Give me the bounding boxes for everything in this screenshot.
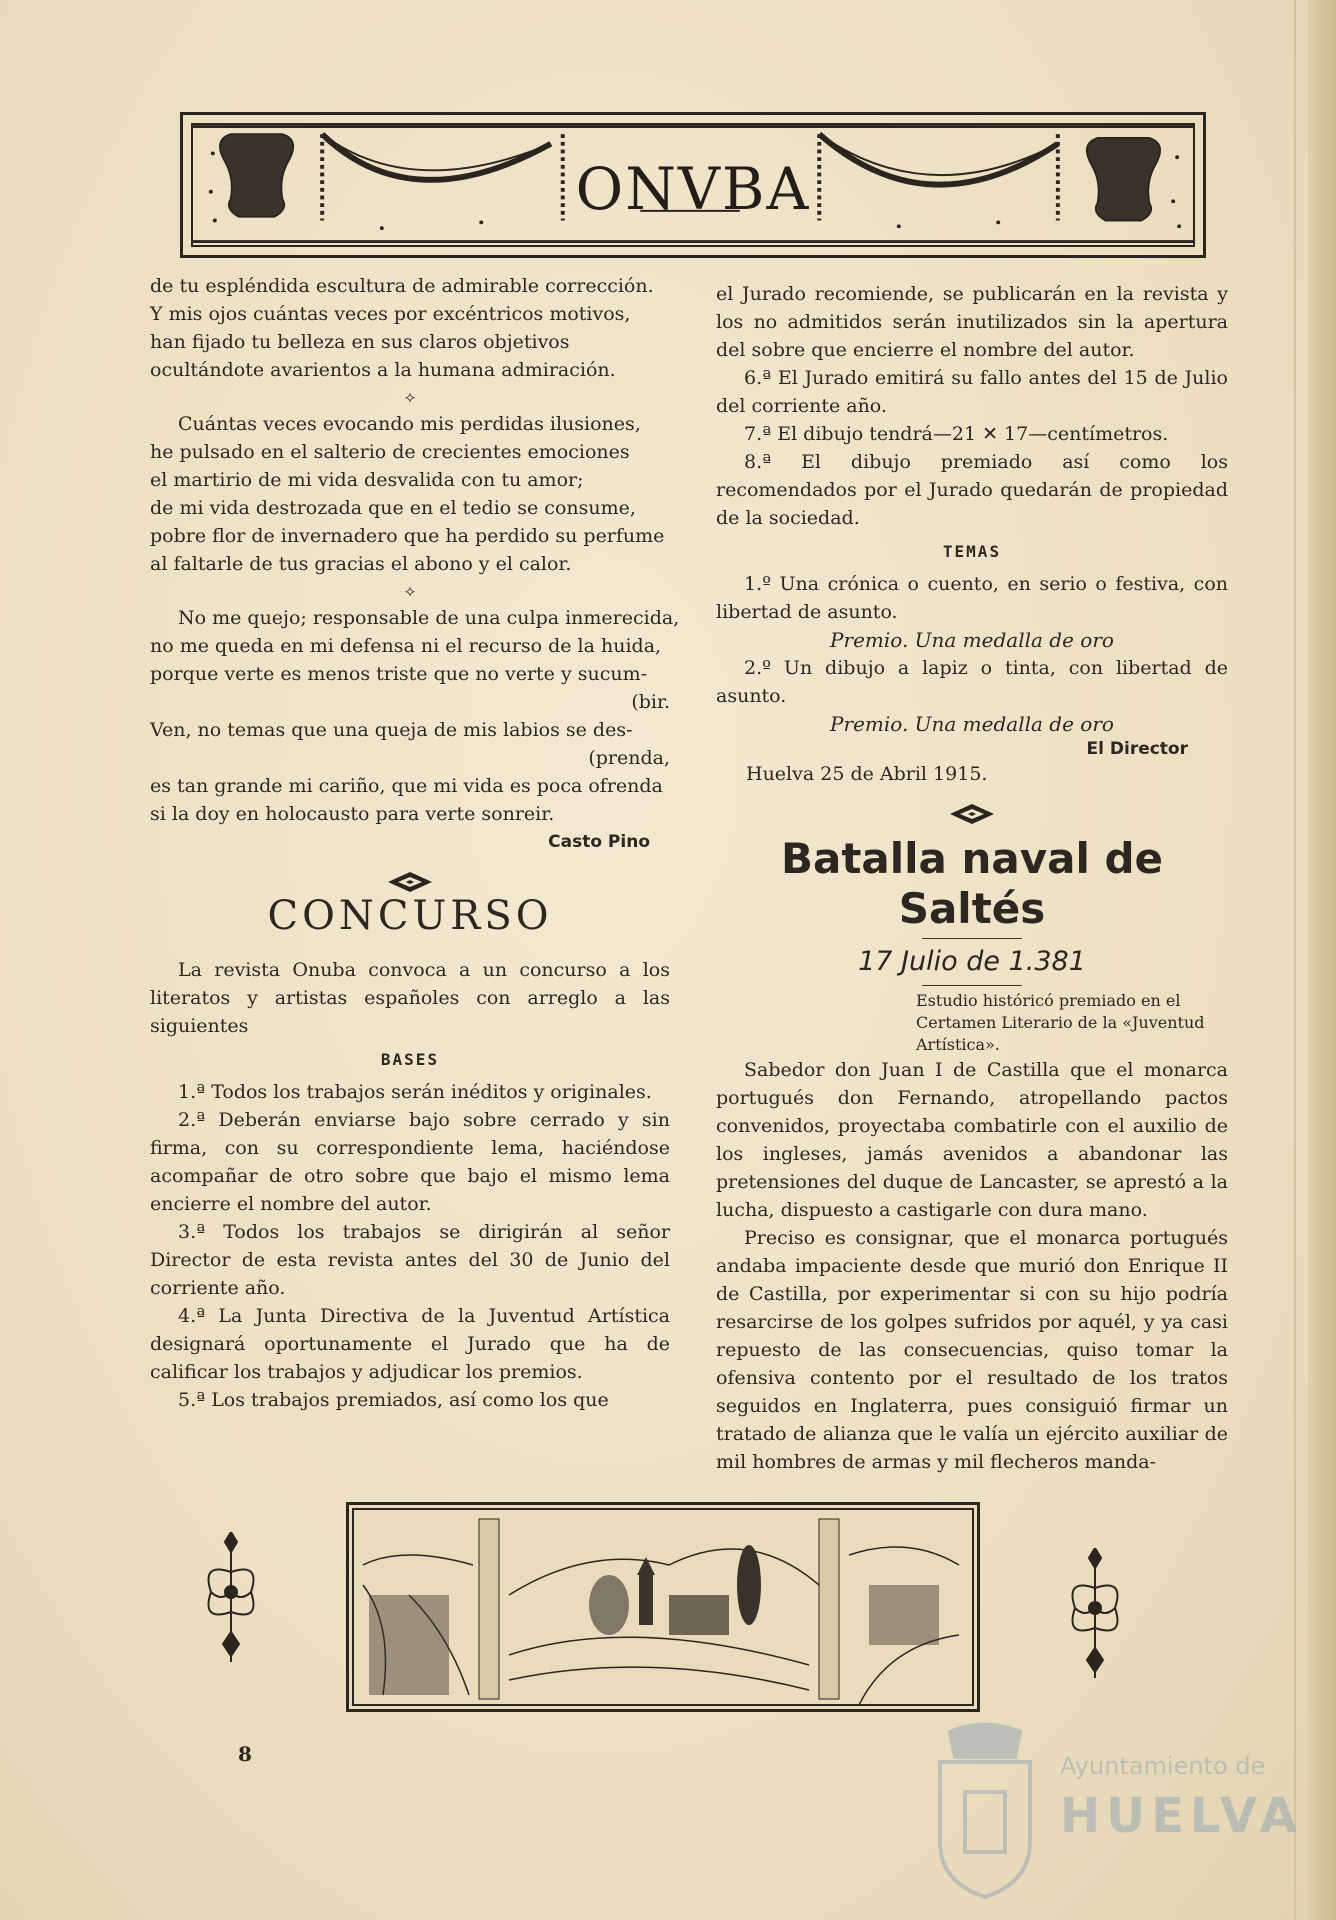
poem-line: pobre flor de invernadero que ha perdido su perfume [150,525,665,547]
poem-stanza-1 [150,272,670,384]
subtitle-rule [922,985,1022,986]
poem-line: si la doy en holocausto para verte sonreir. [150,803,555,825]
poem-line: (prenda, [588,747,670,769]
base-item: 2.ª Deberán enviarse bajo sobre cerrado y sin firma, con su correspondiente lema, haciéndose acompañar de otro sobre que bajo el mismo lema encierre el nombre del autor. [150,1109,670,1215]
coat-of-arms-icon [920,1722,1050,1902]
poem-line: Cuántas veces evocando mis perdidas ilusiones, [178,413,641,435]
poem-stanza-2 [150,410,670,578]
fleuron-left-icon [196,1532,266,1662]
landscape-illustration [346,1502,980,1712]
poem-line: No me quejo; responsable de una culpa inmerecida, [178,607,680,629]
poem-line: Y mis ojos cuántas veces por excéntricos motivos, [150,303,631,325]
base-item: 4.ª La Junta Directiva de la Juventud Artística designará oportunamente el Jurado que ha de calificar los trabajos y adjudicar los premios. [150,1305,670,1383]
right-column [716,280,1228,1476]
batalla-paragraph: Preciso es consignar, que el monarca portugués andaba impaciente desde que murió don Enrique II de Castilla, por experimentar si con su hijo podría resarcirse de los golpes sufridos por aquél, y ya casi repuesto de las consecuencias, quiso tomar la ofensiva contento por el resultado de los tratos seguidos en Inglaterra, pues consiguió firmar un tratado de alianza que le valía un ejército auxiliar de mil hombres de armas y mil flecheros manda- [716,1227,1228,1473]
batalla-title: Batalla naval de Saltés [780,834,1164,933]
concurso-intro: La revista Onuba convoca a un concurso a los literatos y artistas españoles con arreglo a las siguientes [150,959,670,1037]
page-edge [1308,0,1336,1920]
base-item: 1.ª Todos los trabajos serán inéditos y originales. [178,1081,652,1103]
batalla-subtitle: 17 Julio de 1.381 [858,946,1086,977]
stanza-divider-icon: ⟡ [404,581,416,600]
masthead-title: ONVBA [575,155,811,223]
poem-line: ocultándote avarientos a la humana admiración. [150,359,616,381]
poem-line: Ven, no temas que una queja de mis labios se des- [150,719,633,741]
poem-line: no me queda en mi defensa ni el recurso de la huida, [150,635,662,657]
left-column [150,272,680,1414]
base-item: 7.ª El dibujo tendrá—21 ✕ 17—centímetros. [744,423,1169,445]
poem-line: (bir. [631,691,670,713]
page-crease [1294,0,1296,1920]
base-item: 6.ª El Jurado emitirá su fallo antes del 15 de Julio del corriente año. [716,367,1228,417]
section-ornament-icon [716,802,1228,826]
poem-line: han fijado tu belleza en sus claros objetivos [150,331,570,353]
tema-item: 2.º Un dibujo a lapiz o tinta, con libertad de asunto. [716,657,1228,707]
batalla-paragraph: Sabedor don Juan I de Castilla que el monarca portugués don Fernando, atropellando pactos convenidos, proyectaba combatirle con el auxilio de los ingleses, jamás avenidos a abandonar las pretensiones del duque de Lancaster, se aprestó a la lucha, dispuesto a castigarle con dura mano. [716,1059,1228,1221]
poem-line: porque verte es menos triste que no verte y sucum- [150,663,648,685]
premio-text: Premio. Una medalla de oro [830,628,1114,652]
tema-item: 1.º Una crónica o cuento, en serio o festiva, con libertad de asunto. [716,573,1228,623]
concurso-title: CONCURSO [267,893,553,939]
page-number: 8 [238,1742,252,1766]
poem-line: es tan grande mi cariño, que mi vida es poca ofrenda [150,775,663,797]
bases-continuation: el Jurado recomiende, se publicarán en la revista y los no admitidos serán inutilizados sin la apertura del sobre que encierre el nombre del autor. [716,283,1228,361]
poem-line: he pulsado en el salterio de crecientes emociones [150,441,630,463]
bases-heading: BASES [380,1050,440,1069]
watermark-line2: HUELVA [1060,1788,1303,1844]
director-signature: El Director [1086,739,1188,759]
poem-author: Casto Pino [548,832,650,852]
title-rule [922,938,1022,939]
poem-line: de mi vida destrozada que en el tedio se consume, [150,497,636,519]
study-note: Estudio históricó premiado en el Certamen Literario de la «Juventud Artística». [916,991,1205,1054]
base-item: 8.ª El dibujo premiado así como los recomendados por el Jurado quedarán de propiedad de la sociedad. [716,451,1228,529]
stanza-divider-icon: ⟡ [404,387,416,406]
base-item: 3.ª Todos los trabajos se dirigirán al señor Director de esta revista antes del 30 de Junio del corriente año. [150,1221,670,1299]
concurso-date: Huelva 25 de Abril 1915. [746,763,988,785]
base-item: 5.ª Los trabajos premiados, así como los que [178,1389,609,1411]
poem-line: el martirio de mi vida desvalida con tu amor; [150,469,584,491]
watermark-line1: Ayuntamiento de [1060,1752,1266,1780]
landscape-drawing [349,1505,977,1709]
section-ornament-icon [150,870,670,894]
poem-line: al faltarle de tus gracias el abono y el calor. [150,553,572,575]
watermark [920,1722,1303,1902]
poem-stanza-3 [150,604,680,828]
premio-text: Premio. Una medalla de oro [830,712,1114,736]
poem-line: de tu espléndida escultura de admirable corrección. [150,275,654,297]
temas-heading: TEMAS [942,542,1002,561]
masthead-banner [180,112,1206,258]
fleuron-right-icon [1060,1548,1130,1678]
